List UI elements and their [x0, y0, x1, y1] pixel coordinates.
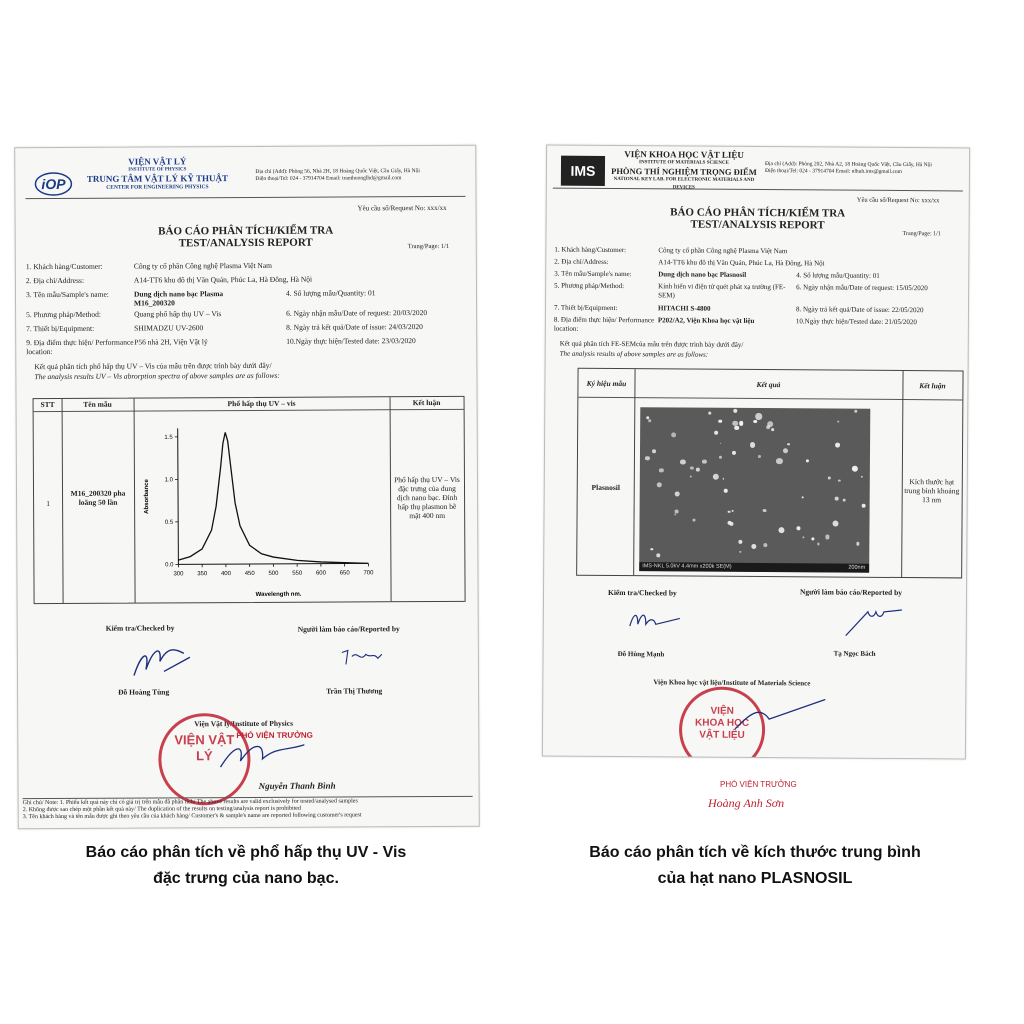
- checked-by-label: Kiểm tra/Checked by: [105, 623, 175, 633]
- chart-x-tick-label: 500: [268, 570, 279, 577]
- intro-vn: Kết quả phân tích FE-SEMcủa mẫu trên được trình bày dưới đây/: [559, 339, 744, 349]
- sem-scale-bar: 200nm: [848, 564, 866, 571]
- director-signature-icon: [214, 737, 314, 778]
- nanoparticle: [852, 466, 858, 472]
- nanoparticle: [733, 409, 737, 413]
- nanoparticle: [817, 543, 819, 545]
- vice-director-title: PHÓ VIỆN TRƯỞNG: [236, 730, 313, 741]
- chart-y-axis: [178, 428, 179, 564]
- nanoparticle: [861, 504, 865, 508]
- report-title-vn: BÁO CÁO PHÂN TÍCH/KIỂM TRA: [158, 224, 334, 238]
- chart-y-tick-label: 0.0: [165, 562, 174, 569]
- col-conclusion: Kết luận: [412, 397, 441, 408]
- nanoparticle: [719, 420, 722, 423]
- vice-director-title: PHÓ VIỆN TRƯỞNG: [720, 780, 797, 789]
- stamp-text-2: KHOA HỌC: [695, 717, 750, 729]
- uv-vis-chart: [138, 415, 387, 600]
- nanoparticle: [657, 482, 662, 487]
- report-title-vn: BÁO CÁO PHÂN TÍCH/KIỂM TRA: [670, 206, 846, 220]
- nanoparticle: [767, 421, 773, 427]
- nanoparticle: [732, 510, 734, 512]
- checked-by-label: Kiểm tra/Checked by: [607, 587, 677, 598]
- checker-name: Đỗ Hoàng Tùng: [118, 687, 170, 697]
- quantity: 4. Số lượng mẫu/Quantity: 01: [285, 288, 376, 298]
- right-caption-line2: của hạt nano PLASNOSIL: [657, 870, 853, 887]
- col-stt: STT: [40, 400, 55, 410]
- nanoparticle: [652, 449, 656, 453]
- address-label: 2. Địa chỉ/Address:: [25, 275, 85, 286]
- chart-x-tick-label: 650: [339, 570, 350, 577]
- row-sample-name: M16_200320 pha loãng 50 lần: [70, 488, 126, 507]
- nanoparticle: [763, 543, 767, 547]
- nanoparticle: [651, 548, 653, 550]
- chart-x-tick-label: 550: [292, 570, 303, 577]
- chart-x-tick-label: 400: [220, 571, 231, 578]
- nanoparticle: [675, 491, 680, 496]
- nanoparticle: [739, 540, 743, 544]
- sample-value: Dung dịch nano bạc Plasma M16_200320: [133, 289, 224, 308]
- report-title-en: TEST/ANALYSIS REPORT: [690, 218, 825, 232]
- nanoparticle: [797, 526, 801, 530]
- page-number: Trang/Page: 1/1: [902, 231, 941, 238]
- institute-name-en: INSTITUTE OF MATERIALS SCIENCE: [639, 159, 729, 166]
- uv-vis-report: [14, 145, 480, 829]
- director-name: Hoàng Anh Sơn: [708, 796, 785, 810]
- date-tested: 10.Ngày thực hiện/Tested date: 21/05/2020: [795, 317, 917, 327]
- nanoparticle: [755, 413, 761, 419]
- nanoparticle: [838, 479, 841, 482]
- row-stt: 1: [46, 499, 50, 509]
- nanoparticle: [693, 519, 696, 522]
- nanoparticle: [763, 509, 767, 513]
- checker-name: Đỗ Hùng Mạnh: [617, 650, 665, 659]
- nanoparticle: [714, 431, 718, 435]
- row-sample-name: Plasnosil: [591, 482, 620, 493]
- checker-signature-icon: [626, 606, 686, 632]
- reporter-name: Tạ Ngọc Bách: [833, 649, 876, 658]
- intro-en: The analysis results of above samples are as follows:: [559, 349, 709, 359]
- nanoparticle: [719, 456, 722, 459]
- results-table: [33, 396, 466, 604]
- nanoparticle: [825, 535, 829, 539]
- nanoparticle: [750, 442, 755, 447]
- date-request: 6. Ngày nhận mẫu/Date of request: 20/03/2020: [286, 308, 428, 318]
- institute-name: VIỆN KHOA HỌC VẬT LIỆU: [624, 149, 744, 160]
- center-name: TRUNG TÂM VẬT LÝ KỸ THUẬT: [86, 173, 228, 184]
- chart-xlabel: Wavelength nm.: [255, 591, 302, 598]
- sample-label: 3. Tên mẫu/Sample's name:: [554, 269, 632, 279]
- nanoparticle: [674, 509, 679, 514]
- address-label: 2. Địa chỉ/Address:: [554, 257, 609, 266]
- location-value: P56 nhà 2H, Viện Vật lý: [134, 337, 208, 347]
- nanoparticle: [724, 489, 728, 493]
- equipment-label: 7. Thiết bị/Equipment:: [26, 323, 95, 334]
- nanoparticle: [702, 459, 706, 463]
- right-caption-line1: Báo cáo phân tích về kích thước trung bình: [589, 844, 921, 861]
- page-number: Trang/Page: 1/1: [407, 242, 450, 251]
- quantity: 4. Số lượng mẫu/Quantity: 01: [796, 271, 880, 280]
- customer-label: 1. Khách hàng/Customer:: [554, 245, 627, 255]
- reporter-signature-icon: [338, 644, 388, 670]
- method-label: 5. Phương pháp/Method:: [26, 309, 102, 320]
- nanoparticle: [656, 553, 660, 557]
- address-value: A14-TT6 khu đô thị Văn Quán, Phúc La, Hà Đông, Hà Nội: [133, 274, 313, 285]
- nanoparticle: [855, 410, 858, 413]
- nanoparticle: [713, 473, 719, 479]
- chart-x-tick-label: 350: [197, 571, 208, 578]
- reported-by-label: Người làm báo cáo/Reported by: [799, 587, 903, 598]
- sem-image: [639, 407, 870, 573]
- institute-name-en: INSTITUTE OF PHYSICS: [128, 166, 187, 173]
- method-label: 5. Phương pháp/Method:: [554, 281, 625, 291]
- chart-y-tick-label: 1.0: [164, 477, 173, 484]
- fe-sem-report: [542, 145, 970, 760]
- nanoparticle: [671, 432, 676, 437]
- nanoparticle: [856, 542, 860, 546]
- nanoparticle: [696, 468, 700, 472]
- address-value: A14-TT6 khu đô thị Văn Quán, Phúc La, Hà Đông, Hà Nội: [658, 258, 825, 268]
- equipment-value: HITACHI S-4800: [657, 304, 711, 313]
- nanoparticle: [751, 544, 756, 549]
- col-sample-name: Tên mẫu: [83, 399, 112, 409]
- chart-y-tick-label: 1.5: [164, 434, 173, 441]
- nanoparticle: [708, 412, 710, 414]
- nanoparticle: [776, 458, 782, 464]
- reported-by-label: Người làm báo cáo/Reported by: [297, 624, 400, 634]
- sample-label: 3. Tên mẫu/Sample's name:: [25, 289, 109, 300]
- nanoparticle: [732, 450, 736, 454]
- nanoparticle: [835, 497, 839, 501]
- nanoparticle: [838, 421, 840, 423]
- method-value: Kính hiển vi điện tử quét phát xạ trường (FE-SEM): [658, 282, 786, 300]
- note-2: 2. Không được sao chép một phần kết quả này/ The duplication of the results on testing/analysis report is prohibited: [22, 805, 301, 814]
- nanoparticle: [728, 511, 731, 514]
- report-title-en: TEST/ANALYSIS REPORT: [178, 236, 313, 250]
- nanoparticle: [832, 521, 838, 527]
- col-result: Kết quả: [756, 380, 781, 390]
- method-value: Quang phổ hấp thụ UV – Vis: [134, 309, 222, 319]
- nanoparticle: [835, 443, 840, 448]
- nanoparticle: [787, 443, 789, 445]
- sem-caption: IMS-NKL 5.0kV 4.4mm x200k SE(M): [642, 563, 732, 570]
- reporter-name: Trần Thị Thương: [326, 686, 383, 696]
- customer-label: 1. Khách hàng/Customer:: [25, 261, 103, 272]
- nanoparticle: [739, 551, 741, 553]
- results-table: [576, 368, 963, 579]
- row-conclusion: Kích thước hạt trung bình khoảng 13 nm: [904, 477, 960, 505]
- nanoparticle: [659, 468, 664, 473]
- nanoparticle: [649, 420, 651, 422]
- left-caption: [16, 840, 476, 892]
- left-caption-line1: Báo cáo phân tích về phổ hấp thụ UV - Vis: [85, 844, 407, 861]
- footer-institute: Viện Vật lý/Institute of Physics: [194, 718, 294, 729]
- sample-value: Dung dịch nano bạc Plasnosil: [658, 270, 747, 279]
- equipment-label: 7. Thiết bị/Equipment:: [553, 303, 618, 313]
- right-caption: [540, 840, 970, 892]
- row-conclusion: Phổ hấp thụ UV – Vis đặc trưng của dung dịch nano bạc. Đỉnh hấp thụ plasmon bề mặt 400 nm: [394, 474, 460, 521]
- chart-y-tick-label: 0.5: [164, 519, 174, 526]
- nanoparticle: [758, 455, 761, 458]
- iop-logo-icon: [33, 168, 73, 198]
- location-label: 8. Địa điểm thực hiện/ Performance location:: [553, 315, 655, 333]
- chart-series-line: [178, 432, 369, 565]
- nanoparticle: [783, 448, 788, 453]
- nanoparticle: [735, 426, 739, 430]
- col-conclusion: Kết luận: [919, 381, 946, 391]
- nanoparticle: [722, 478, 724, 480]
- nanoparticle: [802, 497, 804, 499]
- nanoparticle: [739, 421, 743, 425]
- chart-x-tick-label: 450: [244, 570, 255, 578]
- date-tested: 10.Ngày thực hiện/Tested date: 23/03/2020: [286, 336, 416, 346]
- customer-value: Công ty cổ phần Công nghệ Plasma Việt Nam: [133, 260, 273, 271]
- nanoparticle: [690, 475, 692, 477]
- nanoparticle: [805, 459, 809, 463]
- contact-text: Điện thoại/Tel: 024 - 37914704 Email: nlhuh.ims@gmail.com: [764, 167, 902, 175]
- location-label: 9. Địa điểm thực hiện/ Performance location:: [26, 337, 134, 357]
- nanoparticle: [803, 536, 805, 538]
- chart-x-tick-label: 700: [363, 570, 374, 577]
- nanoparticle: [861, 476, 863, 478]
- lab-name-en: NATIONAL KEY LAB. FOR ELECTRONIC MATERIALS AND DEVICES: [613, 176, 755, 191]
- customer-value: Công ty cổ phần Công nghệ Plasma Việt Nam: [658, 246, 788, 256]
- chart-x-tick-label: 600: [315, 570, 326, 577]
- address-text: Địa chỉ (Add): Phòng 56, Nhà 2H, 18 Hoàng Quốc Việt, Cầu Giấy, Hà Nội: [255, 168, 420, 175]
- intro-vn: Kết quả phân tích phổ hấp thụ UV – Vis của mẫu trên được trình bày dưới đây/: [34, 360, 272, 372]
- intro-en: The analysis results UV – Vis abrorption spectra of above samples are as follows:: [34, 370, 280, 382]
- nanoparticle: [771, 428, 774, 431]
- col-spectrum: Phổ hấp thụ UV – vis: [227, 398, 296, 409]
- left-caption-line2: đặc trưng của nano bạc.: [153, 870, 339, 887]
- date-issue: 8. Ngày trả kết quả/Date of issue: 22/05/2020: [795, 305, 924, 315]
- institute-name: VIỆN VẬT LÝ: [128, 156, 187, 167]
- footer-institute: Viện Khoa học vật liệu/Institute of Materials Science: [653, 678, 811, 688]
- nanoparticle: [674, 513, 676, 515]
- nanoparticle: [645, 456, 649, 460]
- location-value: P202/A2, Viện Khoa học vật liệu: [657, 316, 755, 325]
- nanoparticle: [690, 466, 694, 470]
- nanoparticle: [754, 420, 758, 424]
- chart-x-tick-label: 300: [173, 571, 184, 578]
- contact-text: Điện thoại/Tel: 024 - 37914704 Email: tranthuonglhd@gmail.com: [255, 174, 402, 182]
- nanoparticle: [811, 537, 814, 540]
- equipment-value: SHIMADZU UV-2600: [134, 323, 204, 333]
- nanoparticle: [828, 476, 832, 480]
- nanoparticle: [720, 442, 722, 444]
- note-1: Ghi chú/ Note: 1. Phiếu kết quả này chỉ có giá trị trên mẫu đã phân tích/ The above results are valid exclusively for tested/analysed samples: [22, 798, 358, 807]
- svg-text:iOP: iOP: [41, 175, 66, 193]
- request-no: Yêu cầu số/Request No: xxx/xx: [856, 196, 940, 205]
- nanoparticle: [778, 527, 784, 533]
- director-signature-icon: [729, 695, 829, 736]
- director-name: Nguyễn Thanh Bình: [258, 780, 336, 791]
- ims-logo-icon: IMS: [561, 156, 605, 186]
- nanoparticle: [680, 459, 686, 465]
- date-issue: 8. Ngày trả kết quả/Date of issue: 24/03/2020: [286, 322, 423, 332]
- date-request: 6. Ngày nhận mẫu/Date of request: 15/05/2020: [796, 283, 928, 293]
- checker-signature-icon: [124, 641, 204, 681]
- reporter-signature-icon: [840, 604, 910, 640]
- nanoparticle: [843, 498, 846, 501]
- col-symbol: Ký hiệu mẫu: [586, 378, 627, 389]
- chart-axes: [178, 427, 369, 564]
- stamp-text: VIỆN VẬT LÝ: [174, 732, 235, 764]
- note-3: 3. Tên khách hàng và tên mẫu được ghi theo yêu cầu của khách hàng/ Customer's & sample's name are reported following customer's request: [22, 812, 362, 821]
- stamp-text-1: VIỆN: [710, 705, 734, 717]
- lab-name: PHÒNG THÍ NGHIỆM TRỌNG ĐIỂM: [611, 165, 757, 177]
- stamp-text-3: VẬT LIỆU: [699, 729, 745, 741]
- request-no: Yêu cầu số/Request No: xxx/xx: [357, 203, 447, 213]
- center-name-en: CENTER FOR ENGINEERING PHYSICS: [106, 183, 209, 191]
- address-text: Địa chỉ (Add): Phòng 202, Nhà A2, 18 Hoàng Quốc Việt, Cầu Giấy, Hà Nội: [764, 161, 932, 169]
- chart-ylabel: Absorbance: [143, 479, 151, 514]
